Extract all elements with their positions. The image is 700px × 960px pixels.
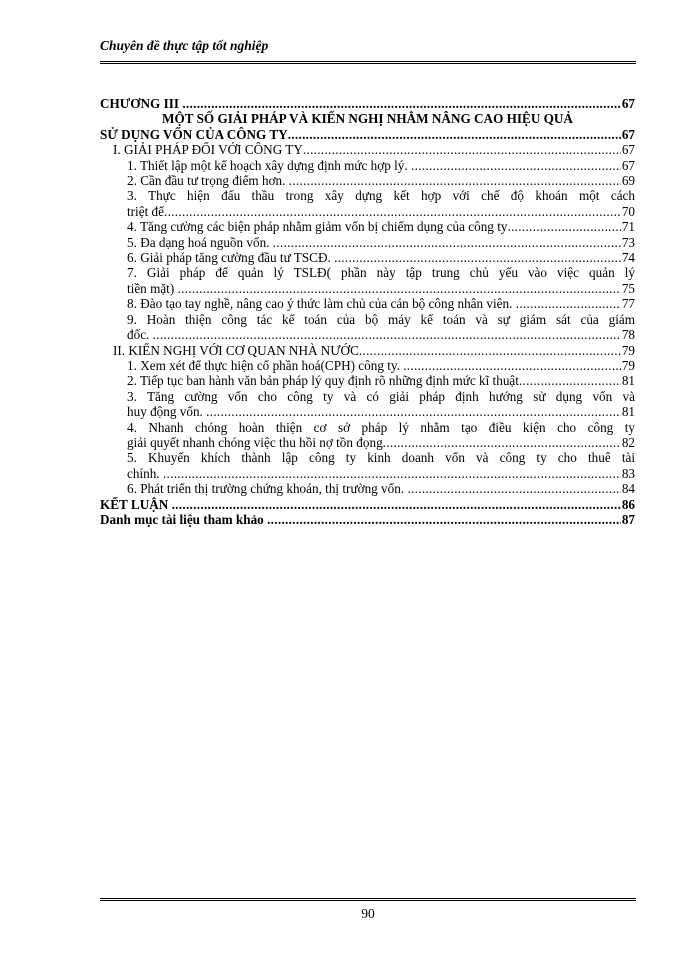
toc-entry[interactable] [100, 188, 635, 219]
toc-entry-line1: 7. Giải pháp để quản lý TSLĐ( phần này tập trung chủ yếu vào việc quản lý [127, 265, 635, 281]
toc-entry-label: huy động vốn. [127, 404, 207, 420]
footer-divider [100, 898, 636, 901]
toc-entry-references[interactable] [100, 512, 635, 527]
table-of-contents [100, 96, 635, 527]
document-header [100, 38, 635, 54]
toc-entry-page: 75 [621, 280, 635, 296]
toc-entry-label: 1. Thiết lập một kế hoạch xây dựng định mức hợp lý. [127, 157, 411, 173]
toc-entry-label: 4. Tăng cường các biện pháp nhằm giảm vốn bị chiếm dụng của công ty [127, 219, 508, 235]
toc-entry[interactable] [100, 450, 635, 481]
toc-entry[interactable] [100, 420, 635, 451]
toc-entry-page: 67 [621, 142, 635, 158]
toc-entry-page: 78 [621, 327, 635, 343]
toc-entry-page: 67 [621, 96, 635, 111]
toc-entry[interactable] [100, 235, 635, 250]
toc-section-2-items [100, 358, 635, 497]
toc-entry-label: triệt để [127, 203, 164, 219]
toc-entry-label: Danh mục tài liệu tham khảo [100, 511, 268, 527]
toc-entry[interactable] [100, 158, 635, 173]
toc-entry-label: tiền mặt) [127, 280, 178, 296]
toc-entry-label: chính. [127, 465, 163, 481]
toc-entry-line1: 5. Khuyến khích thành lập công ty kinh doanh vốn và công ty cho thuê tài [127, 450, 635, 466]
toc-entry[interactable] [100, 373, 635, 388]
toc-entry-conclusion[interactable] [100, 497, 635, 512]
toc-entry-page: 84 [621, 481, 635, 497]
toc-entry-page: 81 [621, 373, 635, 389]
toc-entry-label: 8. Đào tạo tay nghề, nâng cao ý thức làm chủ của cán bộ công nhân viên. [127, 296, 516, 312]
toc-entry-line1: 3. Thực hiện đấu thầu trong xây dựng kết hợp với chế độ khoán một cách [127, 188, 635, 204]
toc-entry-page: 79 [621, 357, 635, 373]
toc-entry[interactable] [100, 265, 635, 296]
header-divider [100, 61, 636, 64]
toc-entry-label: 6. Phát triển thị trường chứng khoán, thị trường vốn. [127, 481, 408, 497]
toc-entry-page: 86 [621, 496, 635, 512]
page-number: 90 [361, 906, 375, 921]
toc-section-1-items [100, 158, 635, 343]
toc-entry-label: CHƯƠNG III [100, 96, 183, 111]
toc-entry-page: 67 [621, 157, 635, 173]
toc-entry-page: 83 [621, 465, 635, 481]
toc-entry-line1: 4. Nhanh chóng hoàn thiện cơ sở pháp lý nhằm tạo điều kiện cho công ty [127, 419, 635, 435]
toc-entry[interactable] [100, 389, 635, 420]
toc-entry-page: 73 [621, 234, 635, 250]
toc-entry[interactable] [100, 358, 635, 373]
toc-entry-page: 87 [621, 511, 635, 527]
toc-entry-page: 70 [621, 203, 635, 219]
toc-entry-page: 74 [621, 250, 635, 266]
toc-entry-section-2[interactable] [100, 343, 635, 358]
toc-entry-page: 67 [621, 126, 635, 142]
toc-entry-label: 2. Tiếp tục ban hành văn bản pháp lý quy định rõ những định mức kĩ thuật [127, 373, 519, 389]
toc-entry-page: 71 [621, 219, 635, 235]
toc-entry-page: 81 [621, 404, 635, 420]
toc-entry[interactable] [100, 250, 635, 265]
toc-entry-page: 79 [621, 342, 635, 358]
toc-entry[interactable] [100, 312, 635, 343]
toc-entry[interactable] [100, 173, 635, 188]
toc-entry-label: II. KIẾN NGHỊ VỚI CƠ QUAN NHÀ NƯỚC [113, 342, 359, 358]
toc-entry-chapter-3[interactable] [100, 96, 635, 111]
toc-entry[interactable] [100, 219, 635, 234]
toc-entry-label: I. GIẢI PHÁP ĐỐI VỚI CÔNG TY [113, 142, 303, 158]
toc-entry-page: 69 [621, 173, 635, 189]
toc-heading-line1: MỘT SỐ GIẢI PHÁP VÀ KIẾN NGHỊ NHẰM NÂNG CAO HIỆU QUẢ [162, 111, 573, 127]
toc-entry-label: 1. Xem xét để thực hiện cổ phần hoá(CPH) công ty. [127, 357, 404, 373]
toc-entry-page: 77 [621, 296, 635, 312]
toc-entry-page: 82 [621, 434, 635, 450]
toc-entry-label: 5. Đa dạng hoá nguồn vốn. [127, 234, 273, 250]
toc-heading-line2: SỬ DỤNG VỐN CỦA CÔNG TY [100, 126, 288, 142]
toc-chapter-heading[interactable] [100, 111, 635, 142]
toc-entry-section-1[interactable] [100, 142, 635, 157]
toc-entry-label: giải quyết nhanh chóng việc thu hồi nợ tồn đọng [127, 434, 383, 450]
toc-entry-label: 6. Giải pháp tăng cường đầu tư TSCĐ. [127, 250, 335, 266]
toc-heading-line2-row [100, 127, 635, 142]
toc-entry[interactable] [100, 481, 635, 496]
toc-entry-label: 2. Cần đầu tư trọng điểm hơn. [127, 173, 289, 189]
toc-entry-label: đốc. [127, 327, 153, 343]
toc-entry-line1: 3. Tăng cường vốn cho công ty và có giải pháp định hướng sử dụng vốn và [127, 388, 635, 404]
toc-entry-line1: 9. Hoàn thiện công tác kế toán của bộ máy kế toán và sự giám sát của giám [127, 311, 635, 327]
toc-entry-label: KẾT LUẬN [100, 496, 172, 512]
header-title: Chuyên đề thực tập tốt nghiệp [100, 38, 269, 53]
toc-entry[interactable] [100, 296, 635, 311]
